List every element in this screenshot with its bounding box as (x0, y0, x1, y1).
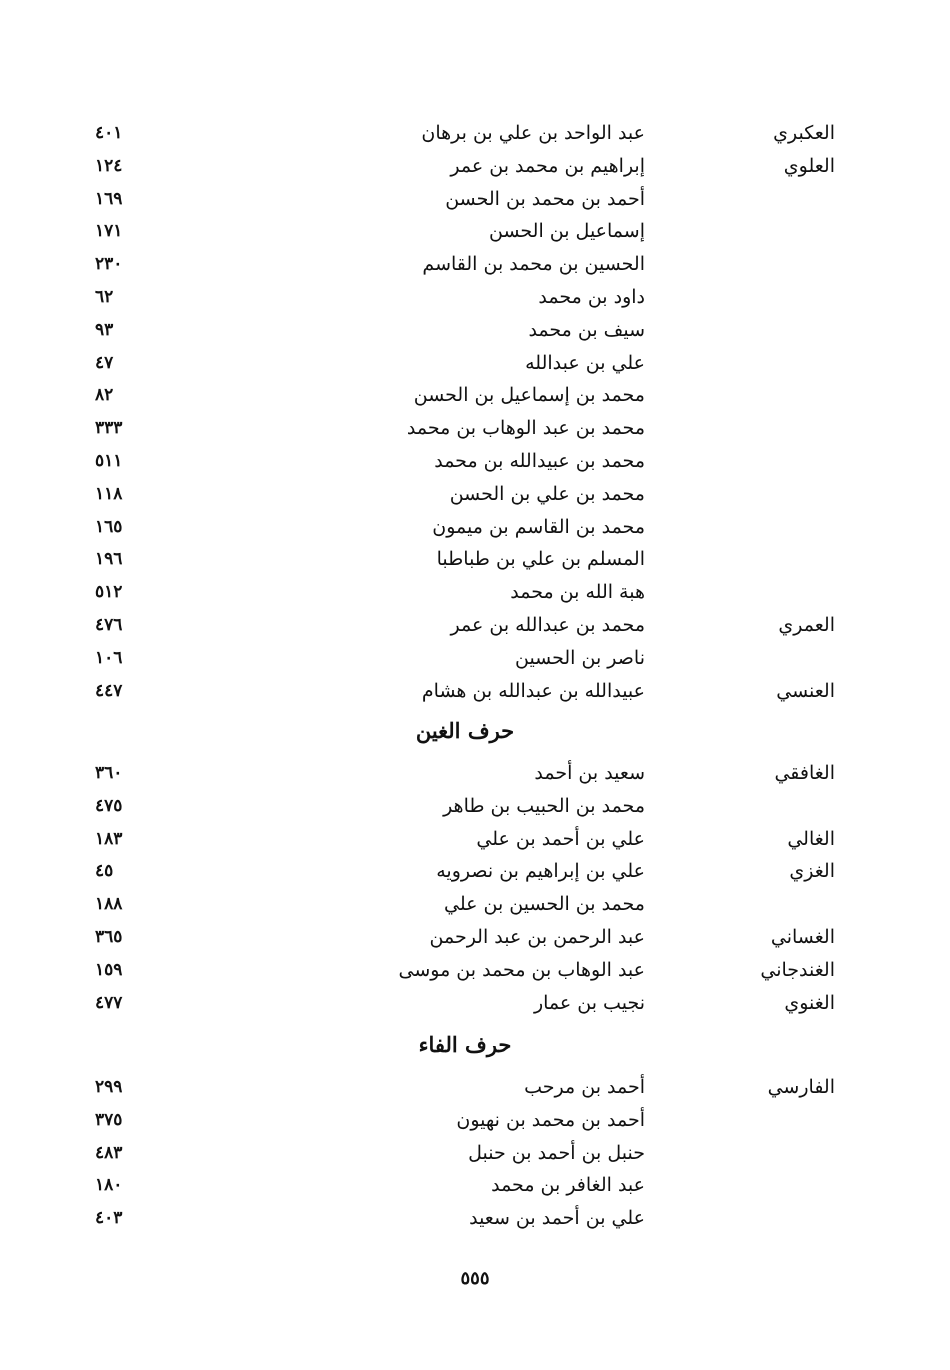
entry-name: علي بن عبدالله (525, 351, 645, 374)
entry-page-number: ١١٨ (95, 483, 123, 504)
page-number: ٥٥٥ (460, 1268, 490, 1289)
index-entry (95, 150, 835, 183)
entry-page-number: ٨٢ (95, 385, 114, 406)
entry-page-number: ٥١٢ (95, 582, 123, 603)
entry-name: سيف بن محمد (528, 318, 645, 341)
entry-page-number: ٤٧٦ (95, 614, 123, 635)
index-entry (95, 511, 835, 544)
entry-name: محمد بن علي بن الحسن (449, 482, 645, 505)
entry-page-number: ١٥٩ (95, 959, 123, 980)
entry-name: علي بن إبراهيم بن نصرويه (436, 860, 645, 883)
entry-name: محمد بن إسماعيل بن الحسن (413, 384, 645, 407)
entry-page-number: ٤٧٥ (95, 795, 123, 816)
entry-name: عبد الغافر بن محمد (491, 1174, 645, 1197)
entry-page-number: ٤٧ (95, 352, 114, 373)
entry-name: محمد بن عبد الوهاب بن محمد (406, 417, 645, 440)
index-entry (95, 1104, 835, 1137)
index-entry (95, 314, 835, 347)
index-entry (95, 888, 835, 921)
entry-page-number: ٥١١ (95, 450, 123, 471)
entry-page-number: ٤٤٧ (95, 680, 123, 701)
entry-name: عبد الرحمن بن عبد الرحمن (429, 925, 645, 948)
entry-page-number: ٣٦٥ (95, 926, 123, 947)
index-entry (95, 215, 835, 248)
entry-page-number: ٤٨٣ (95, 1142, 123, 1163)
index-entry (95, 1169, 835, 1202)
entry-page-number: ١٧١ (95, 221, 123, 242)
index-entry (95, 675, 835, 708)
entry-page-number: ٢٣٠ (95, 254, 123, 275)
index-entry (95, 183, 835, 216)
index-entry (95, 609, 835, 642)
index-entry (95, 412, 835, 445)
entry-page-number: ٢٩٩ (95, 1077, 123, 1097)
entry-name: ناصر بن الحسين (514, 646, 645, 669)
index-entry (95, 823, 835, 856)
entry-name: عبد الواحد بن علي بن برهان (421, 122, 645, 144)
index-entry (95, 1202, 835, 1235)
entry-nisba: الغساني (770, 925, 835, 948)
entry-page-number: ١٨٨ (95, 894, 123, 915)
entry-name: محمد بن القاسم بن ميمون (432, 515, 645, 538)
entry-page-number: ١٨٣ (95, 828, 123, 849)
index-entry (95, 757, 835, 790)
index-entry (95, 576, 835, 609)
entry-name: محمد بن عبيدالله بن محمد (434, 449, 645, 472)
index-entry (95, 954, 835, 987)
index-entry (95, 921, 835, 954)
section-heading-ghain: حرف الغين (415, 718, 515, 743)
entry-page-number: ١٦٥ (95, 516, 123, 537)
entry-name: محمد بن الحسين بن علي (443, 893, 645, 916)
index-entry (95, 117, 835, 150)
entry-nisba: الغالي (787, 827, 835, 850)
entry-name: عبيدالله بن عبدالله بن هشام (421, 679, 645, 702)
entry-name: محمد بن عبدالله بن عمر (450, 613, 645, 636)
index-entry (95, 790, 835, 823)
index-entry (95, 543, 835, 576)
entry-name: المسلم بن علي بن طباطبا (436, 548, 645, 571)
entry-nisba: العمري (778, 613, 835, 636)
section-heading-fa: حرف الفاء (418, 1032, 512, 1057)
entry-page-number: ٩٣ (95, 319, 114, 340)
entry-nisba: الغندجاني (760, 958, 835, 981)
entry-page-number: ٤٠٣ (95, 1208, 123, 1229)
entry-nisba: العلوي (783, 154, 835, 177)
index-entry (95, 478, 835, 511)
entry-page-number: ٣٣٣ (95, 418, 123, 439)
entry-name: أحمد بن محمد بن الحسن (445, 187, 645, 210)
index-entry (95, 1071, 835, 1104)
entry-page-number: ٣٦٠ (95, 763, 123, 783)
entry-page-number: ١٩٦ (95, 549, 123, 570)
entry-name: محمد بن الحبيب بن طاهر (443, 794, 645, 817)
entry-page-number: ٤٧٧ (95, 992, 123, 1013)
entry-name: حنبل بن أحمد بن حنبل (468, 1141, 645, 1164)
entry-name: داود بن محمد (538, 285, 645, 308)
entry-name: الحسين بن محمد بن القاسم (422, 253, 645, 276)
entry-name: سعيد بن أحمد (534, 762, 645, 784)
index-entry (95, 379, 835, 412)
entry-page-number: ٣٧٥ (95, 1109, 123, 1130)
entry-nisba: العكبري (773, 122, 835, 144)
entry-name: علي بن أحمد بن علي (476, 827, 645, 850)
index-entry (95, 987, 835, 1020)
entry-name: إسماعيل بن الحسن (488, 220, 645, 243)
index-entry (95, 1137, 835, 1170)
entry-page-number: ٤٥ (95, 861, 114, 882)
index-entry (95, 281, 835, 314)
entry-page-number: ٤٠١ (95, 123, 123, 143)
entry-page-number: ١٨٠ (95, 1175, 123, 1196)
entry-nisba: الغافقي (774, 762, 835, 784)
entry-name: أحمد بن محمد بن نهيون (456, 1108, 645, 1131)
entry-name: أحمد بن مرحب (524, 1076, 645, 1098)
entry-page-number: ١٦٩ (95, 188, 123, 209)
index-block-fa (95, 1071, 835, 1235)
entry-nisba: العنسي (776, 679, 835, 702)
index-entry (95, 347, 835, 380)
index-entry (95, 642, 835, 675)
index-block-ain (95, 117, 835, 707)
entry-page-number: ١٠٦ (95, 647, 123, 668)
entry-page-number: ٦٢ (95, 286, 114, 307)
entry-name: عبد الوهاب بن محمد بن موسى (398, 958, 645, 981)
entry-name: هبة الله بن محمد (510, 581, 645, 604)
entry-page-number: ١٢٤ (95, 155, 123, 176)
index-block-ghain (95, 757, 835, 1019)
index-entry (95, 248, 835, 281)
entry-nisba: الفارسي (767, 1076, 835, 1098)
entry-name: نجيب بن عمار (533, 991, 645, 1014)
index-entry (95, 855, 835, 888)
entry-nisba: الغنوي (784, 991, 835, 1014)
entry-name: علي بن أحمد بن سعيد (469, 1207, 645, 1230)
entry-nisba: الغزي (789, 860, 835, 883)
index-entry (95, 445, 835, 478)
entry-name: إبراهيم بن محمد بن عمر (450, 154, 645, 177)
